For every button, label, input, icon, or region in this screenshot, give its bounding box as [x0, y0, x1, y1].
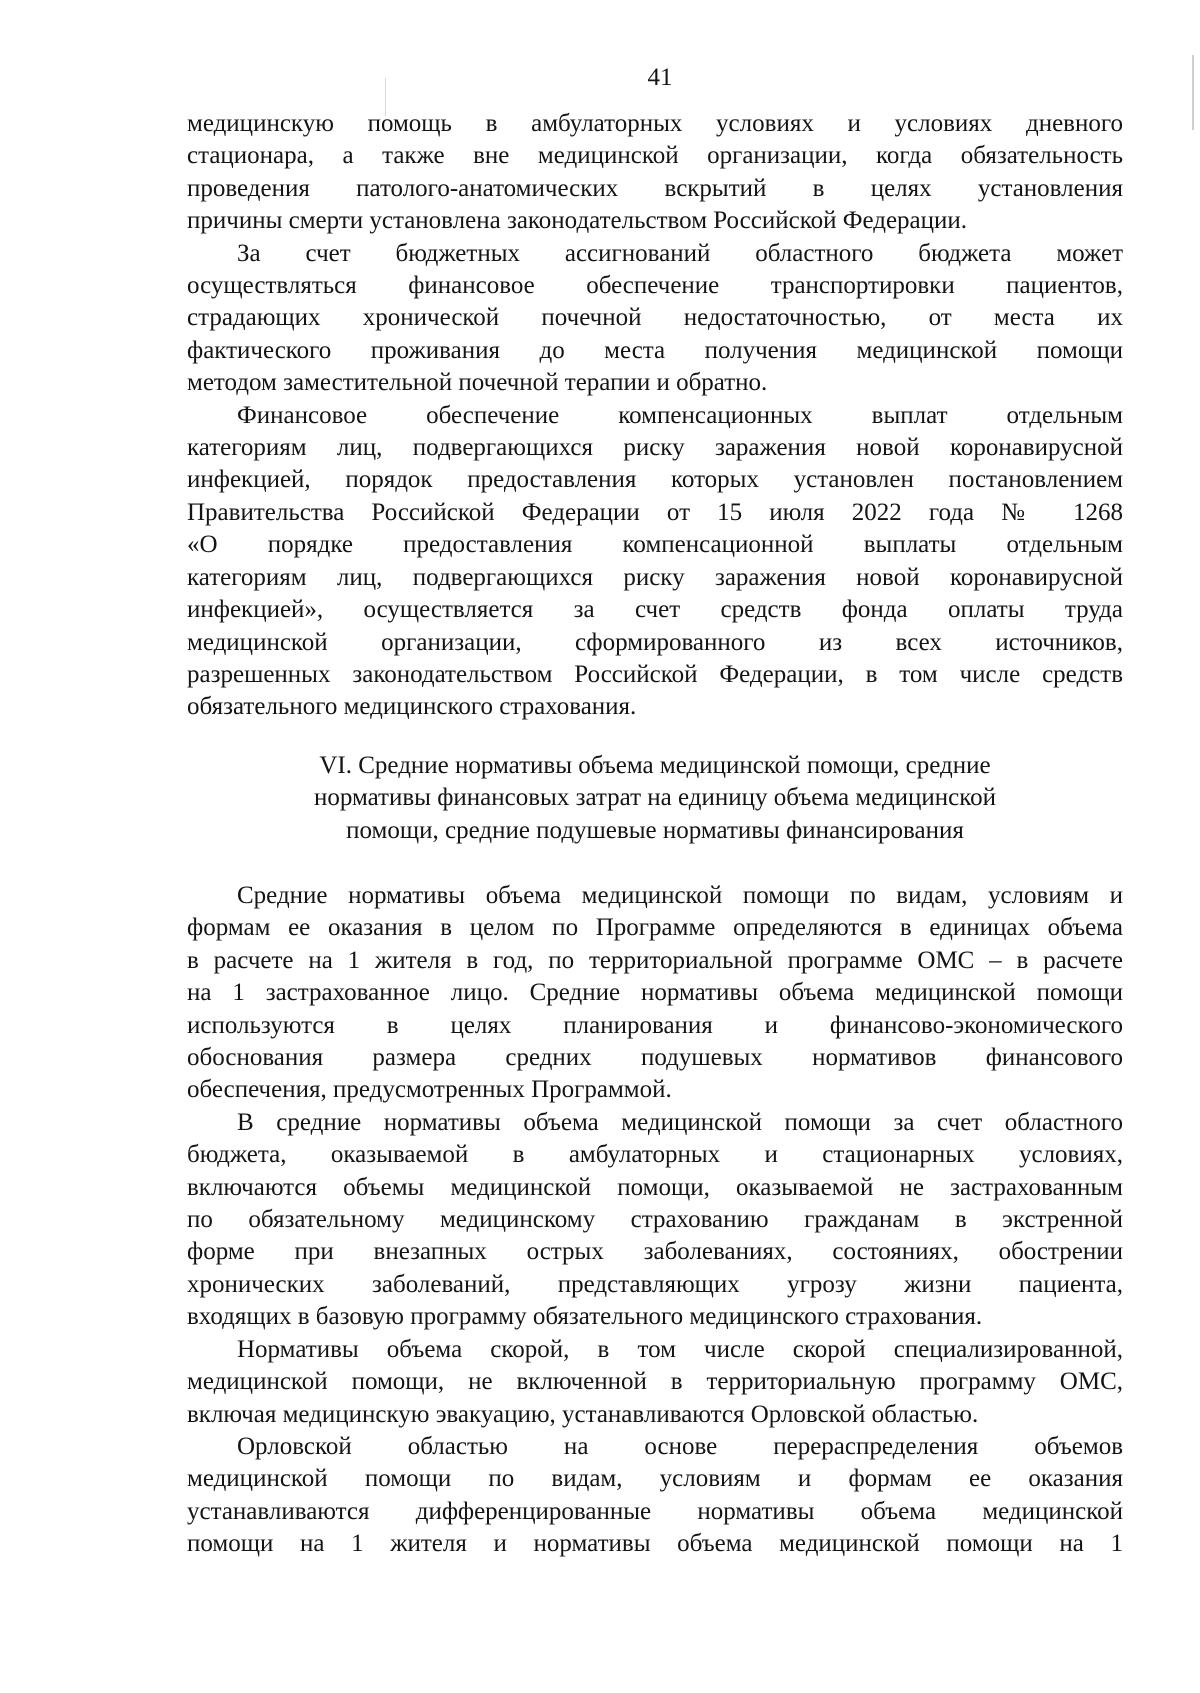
- paragraph: [187, 1107, 1123, 1334]
- paragraph: [187, 1431, 1123, 1561]
- text-line: Орловской областью на основе перераспределения объемов: [237, 1432, 1123, 1460]
- text-line: За счет бюджетных ассигнований областного бюджета может: [237, 239, 1123, 267]
- heading-line: VI. Средние нормативы объема медицинской помощи, средние: [319, 752, 991, 779]
- text-line: медицинской помощи по видам, условиям и формам ее оказания: [187, 1465, 1123, 1493]
- text-line: входящих в базовую программу обязательного медицинского страхования.: [187, 1303, 983, 1331]
- text-line: «О порядке предоставления компенсационной выплаты отдельным: [187, 531, 1123, 559]
- page-number: 41: [647, 64, 673, 91]
- paragraph: [187, 400, 1123, 724]
- text-line: медицинской помощи, не включенной в территориальную программу ОМС,: [187, 1368, 1123, 1396]
- text-line: в расчете на 1 жителя в год, по территориальной программе ОМС – в расчете: [187, 946, 1123, 974]
- text-line: обеспечения, предусмотренных Программой.: [187, 1076, 672, 1104]
- text-line: стационара, а также вне медицинской организации, когда обязательность: [187, 142, 1123, 170]
- text-line: инфекцией», осуществляется за счет средств фонда оплаты труда: [187, 596, 1123, 624]
- text-line: на 1 застрахованное лицо. Средние нормативы объема медицинской помощи: [187, 979, 1123, 1007]
- body-text-top: [187, 108, 1123, 724]
- text-line: по обязательному медицинскому страхованию гражданам в экстренной: [187, 1206, 1123, 1234]
- text-line: формам ее оказания в целом по Программе определяются в единицах объема: [187, 914, 1123, 942]
- text-line: бюджета, оказываемой в амбулаторных и стационарных условиях,: [187, 1141, 1123, 1169]
- paragraph: [187, 108, 1123, 238]
- text-line: В средние нормативы объема медицинской помощи за счет областного: [237, 1108, 1123, 1136]
- text-line: осуществляться финансовое обеспечение транспортировки пациентов,: [187, 272, 1123, 300]
- text-line: включаются объемы медицинской помощи, оказываемой не застрахованным: [187, 1173, 1123, 1201]
- text-line: включая медицинскую эвакуацию, устанавливаются Орловской областью.: [187, 1400, 979, 1428]
- text-line: Финансовое обеспечение компенсационных выплат отдельным: [237, 401, 1123, 429]
- text-line: инфекцией, порядок предоставления которых установлен постановлением: [187, 466, 1123, 494]
- text-line: разрешенных законодательством Российской Федерации, в том числе средств: [187, 660, 1123, 688]
- paragraph: [187, 238, 1123, 400]
- text-line: категориям лиц, подвергающихся риску заражения новой коронавирусной: [187, 563, 1123, 591]
- text-line: форме при внезапных острых заболеваниях, состояниях, обострении: [187, 1238, 1123, 1266]
- text-line: проведения патолого-анатомических вскрытий в целях установления: [187, 174, 1123, 202]
- heading-line: помощи, средние подушевые нормативы финансирования: [346, 816, 964, 844]
- text-line: обязательного медицинского страхования.: [187, 693, 637, 721]
- body-text-bottom: [187, 880, 1123, 1561]
- text-line: Нормативы объема скорой, в том числе скорой специализированной,: [237, 1335, 1123, 1363]
- text-line: страдающих хронической почечной недостаточностью, от места их: [187, 304, 1123, 332]
- text-line: медицинской организации, сформированного из всех источников,: [187, 628, 1123, 656]
- heading-line: нормативы финансовых затрат на единицу объема медицинской: [313, 784, 997, 812]
- text-line: обоснования размера средних подушевых нормативов финансового: [187, 1044, 1123, 1072]
- text-line: категориям лиц, подвергающихся риску заражения новой коронавирусной: [187, 434, 1123, 462]
- text-line: устанавливаются дифференцированные нормативы объема медицинской: [187, 1497, 1123, 1525]
- text-line: фактического проживания до места получения медицинской помощи: [187, 336, 1123, 364]
- text-line: Средние нормативы объема медицинской помощи по видам, условиям и: [237, 882, 1123, 909]
- text-line: Правительства Российской Федерации от 15 июля 2022 года № 1268: [187, 498, 1123, 526]
- paragraph: [187, 880, 1123, 1107]
- text-line: методом заместительной почечной терапии и обратно.: [187, 369, 768, 397]
- text-line: помощи на 1 жителя и нормативы объема медицинской помощи на 1: [187, 1530, 1123, 1558]
- text-line: причины смерти установлена законодательством Российской Федерации.: [187, 207, 968, 235]
- text-line: медицинскую помощь в амбулаторных условиях и условиях дневного: [187, 110, 1123, 137]
- text-line: используются в целях планирования и финансово-экономического: [187, 1011, 1123, 1039]
- section-heading: [187, 750, 1123, 847]
- text-line: хронических заболеваний, представляющих угрозу жизни пациента,: [187, 1270, 1123, 1298]
- paragraph: [187, 1334, 1123, 1431]
